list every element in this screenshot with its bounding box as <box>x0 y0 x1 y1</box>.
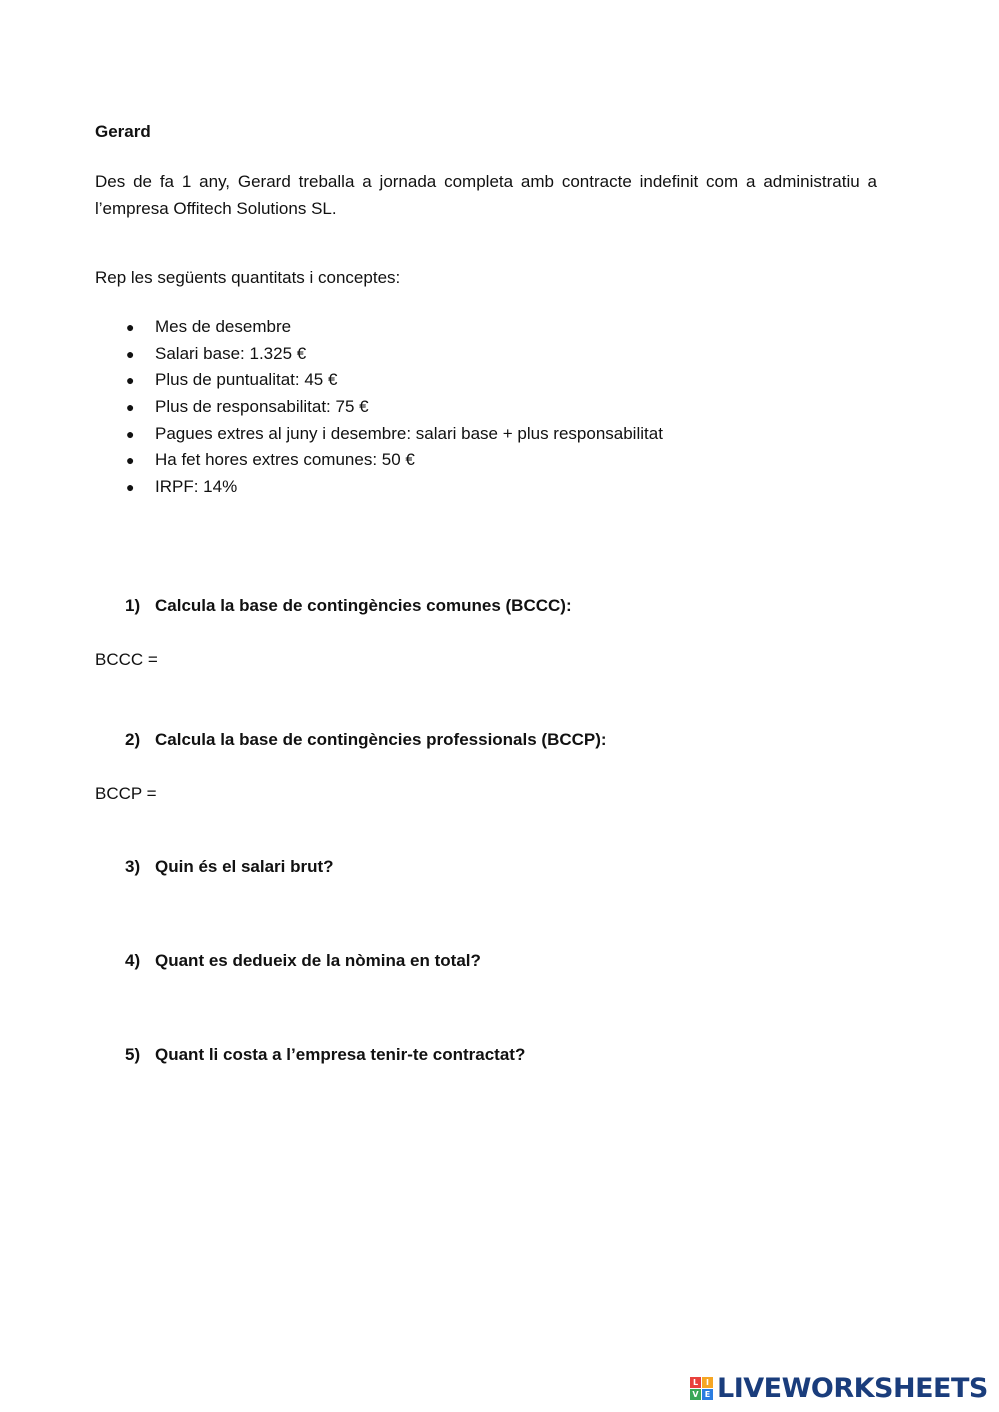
logo-mark-letter: V <box>690 1389 701 1400</box>
list-item-text: Ha fet hores extres comunes: 50 € <box>155 450 415 470</box>
logo-mark-letter: L <box>690 1377 701 1388</box>
question-number: 5) <box>125 1045 141 1064</box>
question-number: 3) <box>125 857 141 876</box>
bullet-icon: ● <box>126 479 135 496</box>
bullet-icon: ● <box>126 345 135 362</box>
bullet-icon: ● <box>126 372 135 389</box>
logo-mark-letter: I <box>702 1377 713 1388</box>
list-item-text: Mes de desembre <box>155 317 292 336</box>
question-text: Quant es dedueix de la nòmina en total? <box>155 951 481 970</box>
liveworksheets-logo-icon <box>690 1377 713 1400</box>
question-number: 2) <box>125 730 141 749</box>
intro-paragraph: Des de fa 1 any, Gerard treballa a jornada completa amb contracte indefinit com a administratiu a l’empresa Offitech Solutions SL. <box>95 172 877 218</box>
bullet-icon: ● <box>126 452 135 469</box>
list-item-text: Salari base: 1.325 € <box>155 343 307 363</box>
question-number: 4) <box>125 951 141 970</box>
bullet-icon: ● <box>126 399 135 416</box>
question-text: Calcula la base de contingències professionals (BCCP): <box>155 730 607 749</box>
concepts-lead: Rep les següents quantitats i conceptes: <box>95 268 401 287</box>
bullet-icon: ● <box>126 319 135 335</box>
question-number: 1) <box>125 596 141 615</box>
bccc-answer-field[interactable]: BCCC = <box>95 650 158 669</box>
logo-mark-letter: E <box>702 1389 713 1400</box>
question-text: Quin és el salari brut? <box>155 857 334 876</box>
question-text: Quant li costa a l’empresa tenir-te contractat? <box>155 1045 526 1064</box>
bullet-icon: ● <box>126 425 135 442</box>
liveworksheets-logo <box>690 1372 988 1404</box>
list-item-text: Pagues extres al juny i desembre: salari base + plus responsabilitat <box>155 423 663 443</box>
liveworksheets-logo-text: LIVEWORKSHEETS <box>717 1372 988 1404</box>
bccp-answer-field[interactable]: BCCP = <box>95 784 157 803</box>
list-item-text: Plus de responsabilitat: 75 € <box>155 397 369 417</box>
list-item-text: Plus de puntualitat: 45 € <box>155 370 338 390</box>
question-text: Calcula la base de contingències comunes (BCCC): <box>155 596 572 615</box>
worksheet-title: Gerard <box>95 122 151 141</box>
list-item-text: IRPF: 14% <box>155 477 238 497</box>
